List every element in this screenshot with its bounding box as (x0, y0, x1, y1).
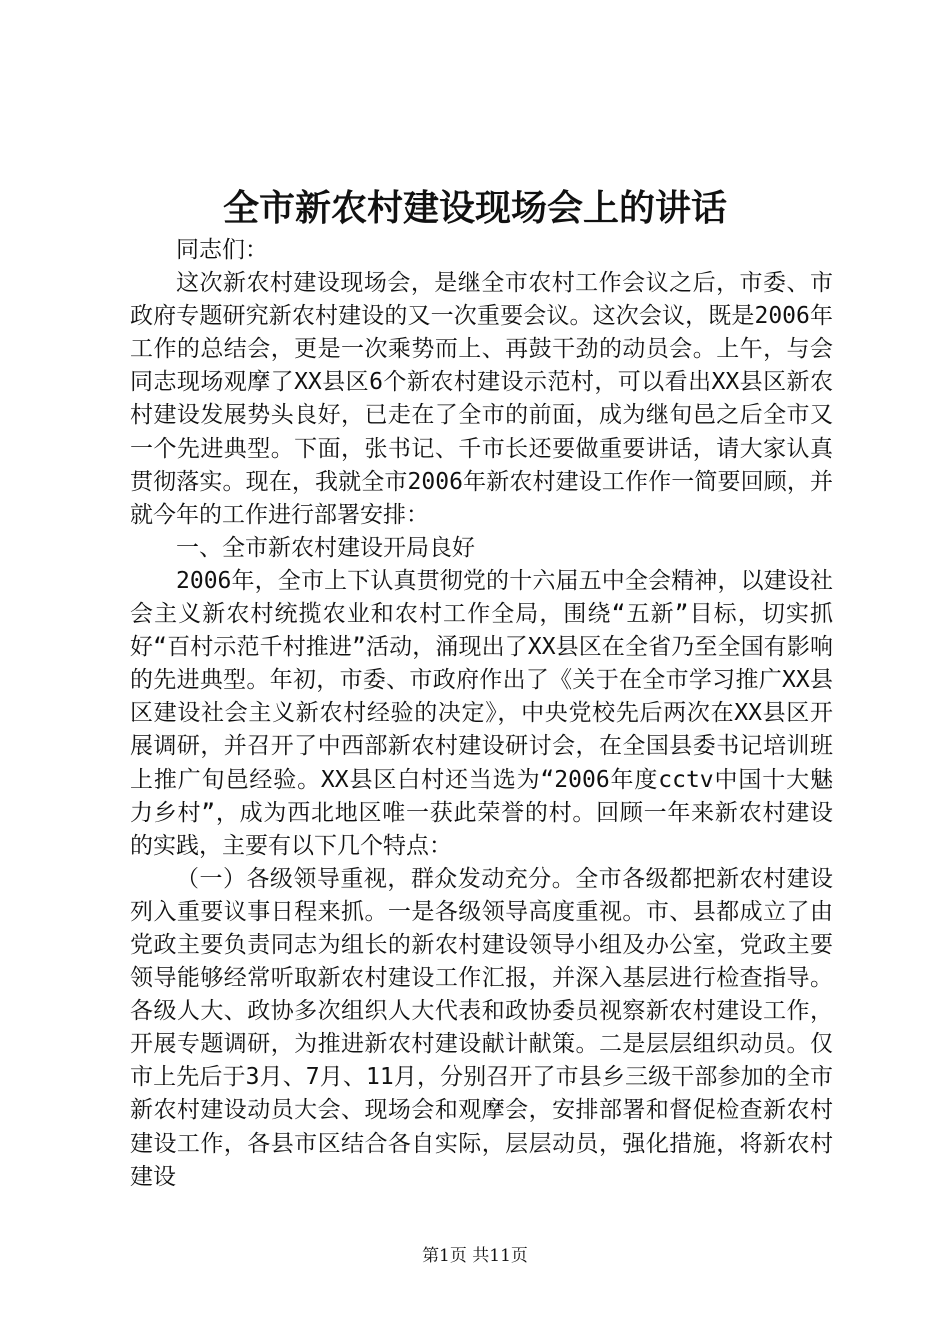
document-body (130, 234, 833, 1194)
intro-paragraph: 这次新农村建设现场会，是继全市农村工作会议之后，市委、市政府专题研究新农村建设的又一次重要会议。这次会议，既是2006年工作的总结会，更是一次乘势而上、再鼓干劲的动员会。上午，与会同志现场观摩了XX县区6个新农村建设示范村，可以看出XX县区新农村建设发展势头良好，已走在了全市的前面，成为继旬邑之后全市又一个先进典型。下面，张书记、千市长还要做重要讲话，请大家认真贯彻落实。现在，我就全市2006年新农村建设工作作一简要回顾，并就今年的工作进行部署安排： (130, 270, 833, 528)
page-footer: 第1页 共11页 (422, 1246, 528, 1266)
salutation-paragraph: 同志们： (176, 237, 268, 263)
document-title: 全市新农村建设现场会上的讲话 (222, 187, 727, 229)
body-paragraph: （一）各级领导重视，群众发动充分。全市各级都把新农村建设列入重要议事日程来抓。一是各级领导高度重视。市、县都成立了由党政主要负责同志为组长的新农村建设领导小组及办公室，党政主要领导能够经常听取新农村建设工作汇报，并深入基层进行检查指导。各级人大、政协多次组织人大代表和政协委员视察新农村建设工作，开展专题调研，为推进新农村建设献计献策。二是层层组织动员。仅市上先后于3月、7月、11月，分别召开了市县乡三级干部参加的全市新农村建设动员大会、现场会和观摩会，安排部署和督促检查新农村建设工作，各县市区结合各自实际，层层动员，强化措施，将新农村建设 (130, 865, 833, 1190)
section-heading: 一、全市新农村建设开局良好 (176, 534, 475, 561)
body-paragraph: 2006年，全市上下认真贯彻党的十六届五中全会精神，以建设社会主义新农村统揽农业和农村工作全局，围绕“五新”目标，切实抓好“百村示范千村推进”活动，涌现出了XX县区在全省乃至全国有影响的先进典型。年初，市委、市政府作出了《关于在全市学习推广XX县区建设社会主义新农村经验的决定》，中央党校先后两次在XX县区开展调研，并召开了中西部新农村建设研讨会，在全国县委书记培训班上推广旬邑经验。XX县区白村还当选为“2006年度cctv中国十大魅力乡村”，成为西北地区唯一获此荣誉的村。回顾一年来新农村建设的实践，主要有以下几个特点： (130, 567, 833, 859)
